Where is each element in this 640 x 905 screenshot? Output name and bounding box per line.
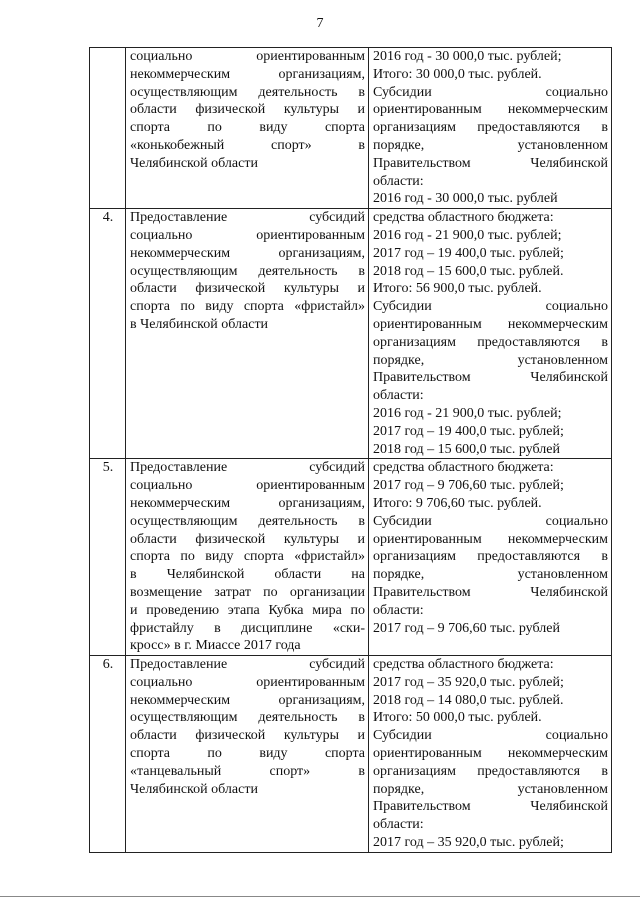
- funding-line: Итого: 56 900,0 тыс. рублей.: [373, 281, 542, 297]
- funding-line: ориентированным некоммерческим: [373, 531, 608, 547]
- funding-line: Итого: 50 000,0 тыс. рублей.: [373, 710, 542, 726]
- description-line: социально ориентированным: [130, 674, 365, 690]
- description-line: в Челябинской области на: [130, 567, 365, 583]
- description-line: области физической культуры и: [130, 281, 365, 297]
- table-row: [90, 459, 612, 656]
- row-number-cell: [90, 656, 126, 853]
- description-line: кросс» в г. Миассе 2017 года: [130, 638, 301, 654]
- table-row: [90, 209, 612, 459]
- funding-line: ориентированным некоммерческим: [373, 316, 608, 332]
- description-line: осуществляющим деятельность в: [130, 513, 365, 529]
- funding-line: 2016 год - 30 000,0 тыс. рублей: [373, 191, 558, 207]
- description-line: области физической культуры и: [130, 531, 365, 547]
- description-line: социально ориентированным: [130, 478, 365, 494]
- funding-line: 2018 год – 15 600,0 тыс. рублей.: [373, 263, 564, 279]
- funding-line: 2017 год – 9 706,60 тыс. рублей: [373, 620, 560, 636]
- description-line: некоммерческим организациям,: [130, 245, 365, 261]
- row-number: 6.: [102, 657, 114, 673]
- description-line: социально ориентированным: [130, 227, 365, 243]
- description-line: «конькобежный спорт» в: [130, 137, 365, 153]
- description-line: Челябинской области: [130, 155, 258, 171]
- description-line: спорта по виду спорта: [130, 746, 365, 762]
- funding-line: Субсидии социально: [373, 728, 608, 744]
- funding-line: 2016 год - 21 900,0 тыс. рублей;: [373, 405, 562, 421]
- funding-line: Правительством Челябинской: [373, 799, 608, 815]
- description-line: Предоставление субсидий: [130, 657, 365, 673]
- description-line: спорта по виду спорта: [130, 120, 365, 136]
- row-number: 5.: [102, 460, 114, 476]
- funding-line: порядке, установленном: [373, 137, 608, 153]
- description-line: осуществляющим деятельность в: [130, 84, 365, 100]
- funding-line: 2017 год – 19 400,0 тыс. рублей;: [373, 245, 564, 261]
- funding-line: 2017 год – 9 706,60 тыс. рублей;: [373, 478, 564, 494]
- funding-line: средства областного бюджета:: [373, 657, 554, 673]
- description-cell: [126, 48, 369, 209]
- description-line: осуществляющим деятельность в: [130, 710, 365, 726]
- funding-cell: [369, 48, 612, 209]
- funding-line: средства областного бюджета:: [373, 210, 554, 226]
- page-number: 7: [316, 16, 324, 31]
- subsidy-table-body: [90, 48, 612, 853]
- funding-line: порядке, установленном: [373, 567, 608, 583]
- description-line: социально ориентированным: [130, 49, 365, 64]
- table-row: [90, 48, 612, 209]
- funding-line: организациям предоставляются в: [373, 334, 608, 350]
- funding-line: области:: [373, 817, 424, 833]
- subsidy-table: [89, 47, 612, 853]
- row-number-cell: [90, 209, 126, 459]
- description-line: возмещение затрат по организации: [130, 584, 365, 600]
- funding-line: Правительством Челябинской: [373, 584, 608, 600]
- row-number-cell: [90, 459, 126, 656]
- funding-line: 2018 год – 14 080,0 тыс. рублей.: [373, 692, 564, 708]
- funding-line: 2017 год – 35 920,0 тыс. рублей;: [373, 835, 564, 851]
- funding-line: 2018 год – 15 600,0 тыс. рублей: [373, 441, 560, 457]
- funding-line: порядке, установленном: [373, 781, 608, 797]
- funding-line: Правительством Челябинской: [373, 155, 608, 171]
- funding-line: 2017 год – 35 920,0 тыс. рублей;: [373, 674, 564, 690]
- description-line: в Челябинской области: [130, 316, 269, 332]
- description-line: спорта по виду спорта «фристайл»: [130, 299, 365, 315]
- description-line: осуществляющим деятельность в: [130, 263, 365, 279]
- funding-cell: [369, 656, 612, 853]
- row-number-cell: [90, 48, 126, 209]
- funding-line: области:: [373, 173, 424, 189]
- funding-line: 2016 год - 30 000,0 тыс. рублей;: [373, 49, 562, 64]
- description-line: некоммерческим организациям,: [130, 66, 365, 82]
- funding-cell: [369, 459, 612, 656]
- description-line: спорта по виду спорта «фристайл»: [130, 549, 365, 565]
- funding-cell: [369, 209, 612, 459]
- funding-line: порядке, установленном: [373, 352, 608, 368]
- description-line: некоммерческим организациям,: [130, 495, 365, 511]
- funding-line: ориентированным некоммерческим: [373, 102, 608, 118]
- description-line: «танцевальный спорт» в: [130, 763, 365, 779]
- description-line: некоммерческим организациям,: [130, 692, 365, 708]
- funding-line: ориентированным некоммерческим: [373, 746, 608, 762]
- funding-line: Итого: 30 000,0 тыс. рублей.: [373, 66, 542, 82]
- funding-line: Субсидии социально: [373, 513, 608, 529]
- funding-line: 2017 год – 19 400,0 тыс. рублей;: [373, 423, 564, 439]
- description-line: области физической культуры и: [130, 728, 365, 744]
- description-line: и проведению этапа Кубка мира по: [130, 602, 365, 618]
- description-cell: [126, 209, 369, 459]
- table-row: [90, 656, 612, 853]
- funding-line: области:: [373, 602, 424, 618]
- description-line: Предоставление субсидий: [130, 460, 365, 476]
- page-bottom-rule: [0, 896, 640, 897]
- funding-line: Субсидии социально: [373, 299, 608, 315]
- funding-line: области:: [373, 388, 424, 404]
- description-line: области физической культуры и: [130, 102, 365, 118]
- funding-line: организациям предоставляются в: [373, 120, 608, 136]
- funding-line: Итого: 9 706,60 тыс. рублей.: [373, 495, 542, 511]
- description-cell: [126, 459, 369, 656]
- funding-line: организациям предоставляются в: [373, 763, 608, 779]
- funding-line: Субсидии социально: [373, 84, 608, 100]
- description-line: Предоставление субсидий: [130, 210, 365, 226]
- funding-line: организациям предоставляются в: [373, 549, 608, 565]
- row-number: 4.: [102, 210, 114, 226]
- description-line: фристайлу в дисциплине «ски-: [130, 620, 365, 636]
- description-cell: [126, 656, 369, 853]
- funding-line: Правительством Челябинской: [373, 370, 608, 386]
- funding-line: средства областного бюджета:: [373, 460, 554, 476]
- description-line: Челябинской области: [130, 781, 258, 797]
- funding-line: 2016 год - 21 900,0 тыс. рублей;: [373, 227, 562, 243]
